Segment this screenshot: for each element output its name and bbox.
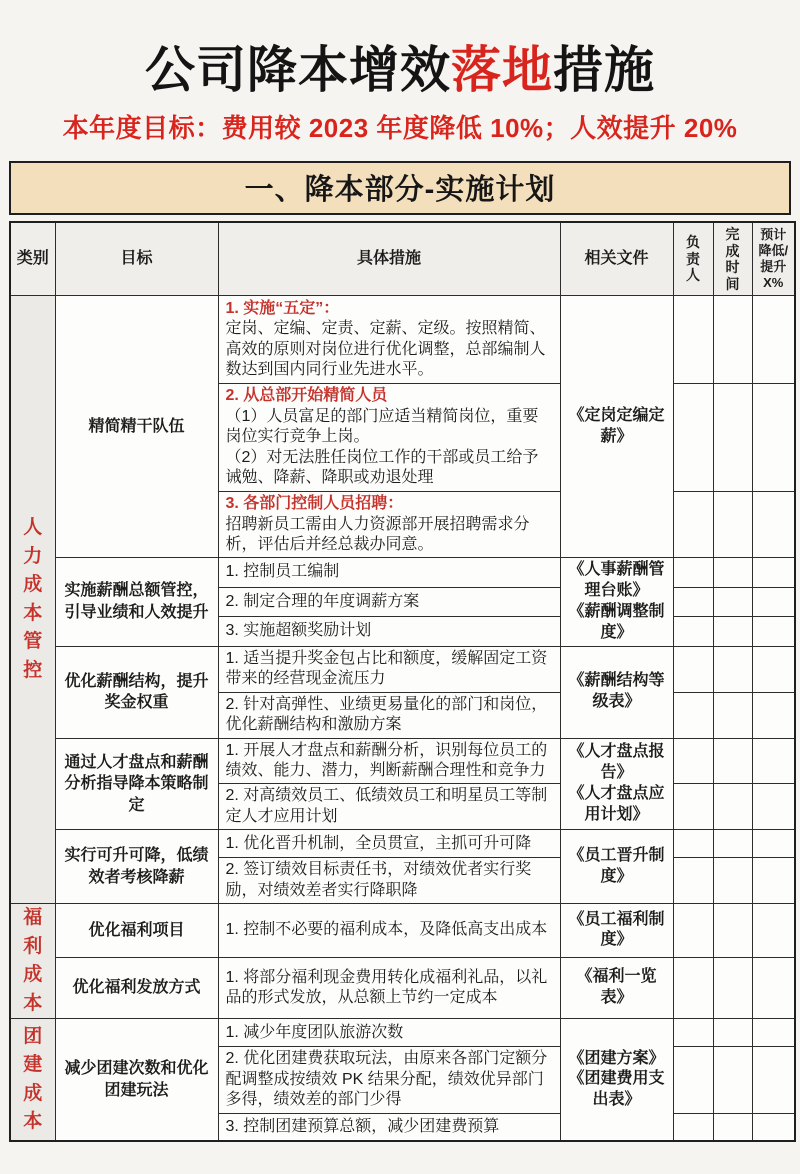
- header-owner-label: 负责人: [686, 234, 700, 284]
- deadline-cell: [713, 957, 752, 1019]
- owner-cell: [673, 617, 713, 646]
- category-cell-teambuilding: [10, 1019, 55, 1141]
- doc-title: 《薪酬结构等级表》: [568, 672, 665, 711]
- measure-cell: [218, 1019, 560, 1047]
- docs-cell: [560, 558, 673, 646]
- owner-cell: [673, 858, 713, 904]
- docs-cell: [560, 957, 673, 1019]
- table-row: [10, 1019, 795, 1047]
- owner-cell: [673, 1047, 713, 1113]
- measure-text: 3. 实施超额奖励计划: [225, 622, 372, 640]
- deadline-cell: [713, 830, 752, 858]
- header-deadline: [713, 222, 752, 296]
- measure-text: 2. 签订绩效目标责任书，对绩效优者实行奖励，对绩效差者实行降职降: [225, 861, 532, 899]
- owner-cell: [673, 1113, 713, 1141]
- target-cell: 优化福利项目: [55, 904, 218, 957]
- deadline-cell: [713, 587, 752, 616]
- docs-cell: [560, 1019, 673, 1141]
- estimate-cell: [752, 1019, 795, 1047]
- owner-cell: [673, 784, 713, 830]
- header-owner: [673, 222, 713, 296]
- measure-text: 1. 控制员工编制: [225, 563, 340, 581]
- category-label: 团建成本: [23, 1025, 43, 1133]
- target-cell: 实行可升可降，低绩效者考核降薪: [55, 830, 218, 904]
- measure-cell: [218, 1113, 560, 1141]
- doc-title: 《福利一览表》: [576, 968, 657, 1006]
- measure-cell: [218, 587, 560, 616]
- target-cell: 优化薪酬结构，提升奖金权重: [55, 646, 218, 738]
- owner-cell: [673, 646, 713, 692]
- measure-text: 1. 控制不必要的福利成本，及降低高支出成本: [225, 921, 548, 939]
- doc-title: 《团建费用支出表》: [568, 1070, 665, 1109]
- table-row: [10, 830, 795, 858]
- measure-cell: [218, 738, 560, 784]
- table-row: [10, 904, 795, 957]
- table-row: [10, 296, 795, 384]
- docs-cell: [560, 738, 673, 830]
- table-header-row: [10, 222, 795, 296]
- estimate-cell: [752, 858, 795, 904]
- estimate-cell: [752, 384, 795, 492]
- category-cell-hr: [10, 296, 55, 904]
- measure-cell: [218, 296, 560, 384]
- deadline-cell: [713, 738, 752, 784]
- category-label: 福利成本: [23, 907, 43, 1014]
- page-subtitle: 本年度目标：费用较 2023 年度降低 10%；人效提升 20%: [62, 113, 738, 143]
- docs-cell: [560, 296, 673, 558]
- measure-heading: 1. 实施“五定”：: [225, 299, 340, 317]
- measure-cell: [218, 492, 560, 558]
- owner-cell: [673, 830, 713, 858]
- estimate-cell: [752, 558, 795, 587]
- measure-cell: [218, 784, 560, 830]
- header-estimate: 预计降低/提升X%: [752, 222, 795, 296]
- estimate-cell: [752, 646, 795, 692]
- deadline-cell: [713, 904, 752, 957]
- measure-text: 2. 优化团建费获取玩法，由原来各部门定额分配调整成按绩效 PK 结果分配，绩效优异部门多得，绩效差的部门少得: [225, 1050, 548, 1109]
- doc-title: 《人事薪酬管理台账》: [568, 561, 665, 600]
- category-cell-welfare: [10, 904, 55, 1019]
- doc-title: 《员工福利制度》: [568, 910, 665, 949]
- measure-cell: [218, 830, 560, 858]
- table-row: [10, 957, 795, 1019]
- table-row: [10, 738, 795, 784]
- measure-text: 2. 针对高弹性、业绩更易量化的部门和岗位，优化薪酬结构和激励方案: [225, 695, 548, 734]
- measure-heading: 3. 各部门控制人员招聘：: [225, 495, 404, 513]
- owner-cell: [673, 957, 713, 1019]
- docs-cell: [560, 646, 673, 738]
- measure-cell: [218, 904, 560, 957]
- owner-cell: [673, 492, 713, 558]
- owner-cell: [673, 738, 713, 784]
- deadline-cell: [713, 858, 752, 904]
- owner-cell: [673, 1019, 713, 1047]
- measure-cell: [218, 646, 560, 692]
- estimate-cell: [752, 957, 795, 1019]
- owner-cell: [673, 692, 713, 738]
- title-highlight: 落地: [451, 42, 553, 98]
- deadline-cell: [713, 1113, 752, 1141]
- owner-cell: [673, 384, 713, 492]
- deadline-cell: [713, 646, 752, 692]
- estimate-cell: [752, 784, 795, 830]
- header-deadline-label: 完成时间: [725, 226, 740, 292]
- deadline-cell: [713, 784, 752, 830]
- deadline-cell: [713, 492, 752, 558]
- owner-cell: [673, 904, 713, 957]
- measure-text: 2. 制定合理的年度调薪方案: [225, 592, 420, 610]
- table-row: [10, 558, 795, 587]
- estimate-cell: [752, 296, 795, 384]
- estimate-cell: [752, 904, 795, 957]
- header-documents: 相关文件: [560, 222, 673, 296]
- header-category: 类别: [10, 222, 55, 296]
- docs-cell: [560, 830, 673, 904]
- estimate-cell: [752, 492, 795, 558]
- estimate-cell: [752, 830, 795, 858]
- header-target: 目标: [55, 222, 218, 296]
- measure-text: 1. 适当提升奖金包占比和额度，缓解固定工资带来的经营现金流压力: [225, 649, 548, 688]
- page: [0, 42, 800, 1174]
- target-cell: 优化福利发放方式: [55, 957, 218, 1019]
- measure-text: 1. 减少年度团队旅游次数: [225, 1023, 404, 1041]
- title-suffix: 措施: [553, 42, 655, 98]
- doc-title: 《人才盘点应用计划》: [568, 784, 665, 823]
- deadline-cell: [713, 296, 752, 384]
- measure-cell: [218, 858, 560, 904]
- target-cell: 精简精干队伍: [55, 296, 218, 558]
- target-cell: 通过人才盘点和薪酬分析指导降本策略制定: [55, 738, 218, 830]
- deadline-cell: [713, 384, 752, 492]
- measure-text: 1. 将部分福利现金费用转化成福利礼品，以礼品的形式发放，从总额上节约一定成本: [225, 968, 548, 1006]
- measure-text: 招聘新员工需由人力资源部开展招聘需求分析，评估后并经总裁办同意。: [225, 515, 530, 553]
- measure-cell: [218, 617, 560, 646]
- doc-title: 《员工晋升制度》: [568, 847, 665, 885]
- deadline-cell: [713, 1047, 752, 1113]
- measure-text: 定岗、定编、定责、定薪、定级。按照精简、高效的原则对岗位进行优化调整，总部编制人数达到国内同行业先进水平。: [225, 320, 546, 379]
- section-header: 一、降本部分-实施计划: [9, 161, 791, 215]
- owner-cell: [673, 296, 713, 384]
- measure-text: 3. 控制团建预算总额，减少团建费预算: [225, 1117, 500, 1135]
- estimate-cell: [752, 1113, 795, 1141]
- measure-text: （1）人员富足的部门应适当精简岗位，重要岗位实行竞争上岗。: [225, 407, 539, 446]
- deadline-cell: [713, 558, 752, 587]
- measure-cell: [218, 384, 560, 492]
- measure-text: （2）对无法胜任岗位工作的干部或员工给予诫勉、降薪、降职或劝退处理: [225, 448, 539, 487]
- deadline-cell: [713, 1019, 752, 1047]
- target-cell: 实施薪酬总额管控，引导业绩和人效提升: [55, 558, 218, 646]
- category-label: 人力成本管控: [23, 517, 43, 681]
- measure-heading: 2. 从总部开始精简人员: [225, 387, 388, 405]
- doc-title: 《薪酬调整制度》: [568, 603, 665, 641]
- estimate-cell: [752, 738, 795, 784]
- doc-title: 《人才盘点报告》: [568, 743, 665, 782]
- owner-cell: [673, 558, 713, 587]
- docs-cell: [560, 904, 673, 957]
- measure-text: 2. 对高绩效员工、低绩效员工和明星员工等制定人才应用计划: [225, 787, 548, 825]
- estimate-cell: [752, 1047, 795, 1113]
- doc-title: 《团建方案》: [568, 1049, 665, 1067]
- estimate-cell: [752, 692, 795, 738]
- page-title: [0, 42, 800, 98]
- estimate-cell: [752, 617, 795, 646]
- measure-cell: [218, 1047, 560, 1113]
- owner-cell: [673, 587, 713, 616]
- table-row: [10, 646, 795, 692]
- target-cell: 减少团建次数和优化团建玩法: [55, 1019, 218, 1141]
- deadline-cell: [713, 617, 752, 646]
- measure-cell: [218, 957, 560, 1019]
- deadline-cell: [713, 692, 752, 738]
- doc-title: 《定岗定编定薪》: [568, 406, 665, 445]
- measure-text: 1. 优化晋升机制，全员贯宣，主抓可升可降: [225, 834, 532, 852]
- estimate-cell: [752, 587, 795, 616]
- measure-cell: [218, 558, 560, 587]
- measures-table: [9, 221, 796, 1142]
- title-prefix: 公司降本增效: [145, 42, 451, 98]
- measure-cell: [218, 692, 560, 738]
- measure-text: 1. 开展人才盘点和薪酬分析，识别每位员工的绩效、能力、潜力，判断薪酬合理性和竞争力: [225, 741, 548, 779]
- header-measures: 具体措施: [218, 222, 560, 296]
